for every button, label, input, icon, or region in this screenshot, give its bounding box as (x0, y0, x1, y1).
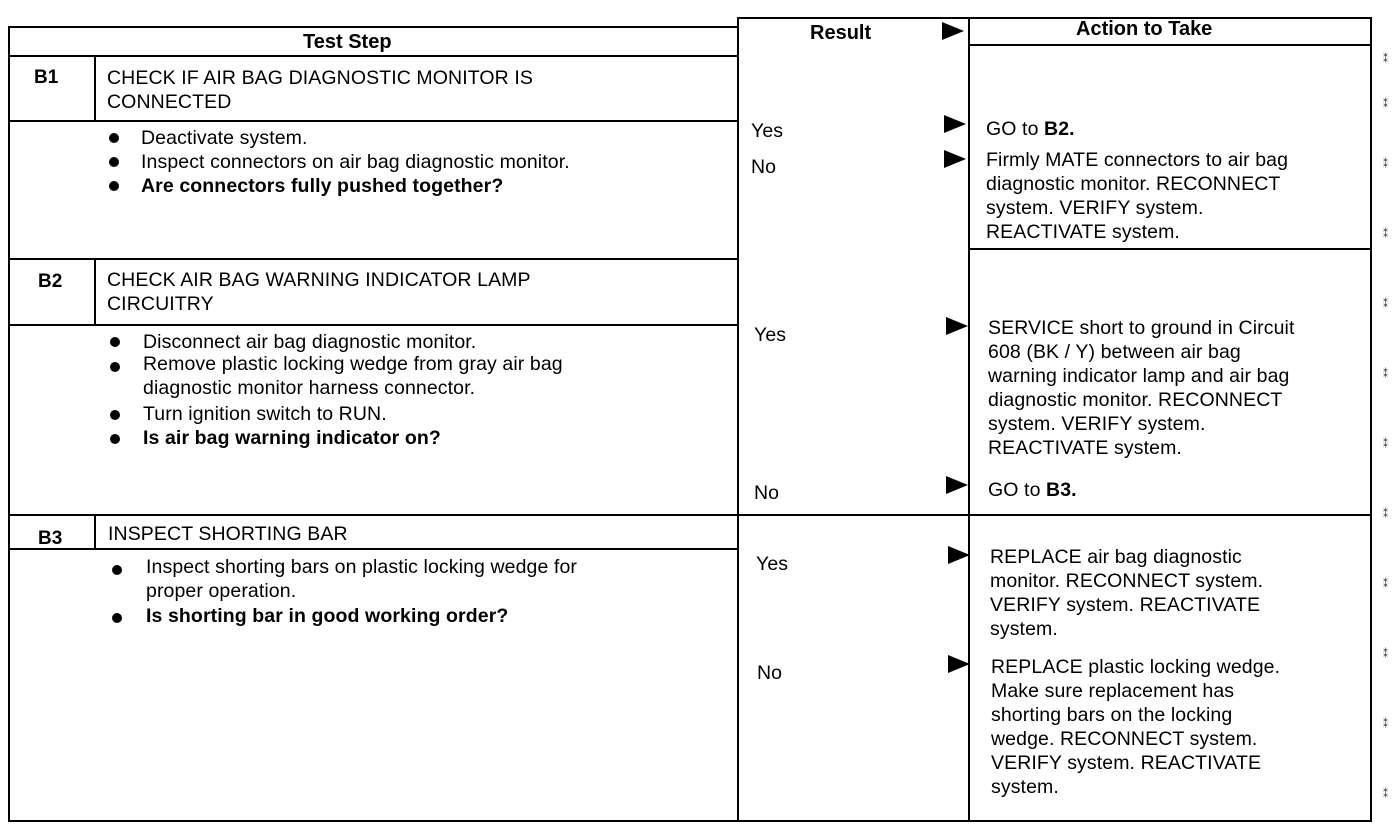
table-right-border (1370, 17, 1372, 822)
b3-action-yes-line1: REPLACE air bag diagnostic (990, 546, 1242, 568)
table-left-border (8, 26, 10, 822)
b2-action-yes-line4: diagnostic monitor. RECONNECT (988, 389, 1283, 411)
step-title-b2-line2: CIRCUITRY (107, 293, 214, 315)
bullet-icon (110, 410, 120, 420)
arrow-icon (948, 655, 970, 673)
b2-item-1: Disconnect air bag diagnostic monitor. (143, 331, 477, 353)
b3-action-yes-line2: monitor. RECONNECT system. (990, 570, 1264, 592)
b2-action-no (988, 478, 1077, 502)
b3-item-1: Inspect shorting bars on plastic locking wedge for (146, 556, 577, 578)
col-divider-result (737, 17, 739, 822)
b2-title-divider (8, 324, 739, 326)
b1-id-divider (94, 55, 96, 122)
step-id-b1: B1 (34, 67, 59, 88)
scan-mark: ⁑ (1383, 159, 1388, 170)
header-divider-right (968, 44, 1372, 46)
arrow-icon (948, 546, 970, 564)
b3-action-no-line6: system. (991, 776, 1059, 798)
b3-id-divider (94, 514, 96, 550)
step-title-b1-line1: CHECK IF AIR BAG DIAGNOSTIC MONITOR IS (107, 67, 533, 89)
b1-item-2: Inspect connectors on air bag diagnostic monitor. (141, 151, 570, 173)
bullet-icon (112, 613, 122, 623)
bullet-icon (109, 133, 119, 143)
header-result: Result (810, 22, 872, 44)
arrow-icon (944, 150, 966, 168)
scan-mark: ⁑ (1383, 649, 1388, 660)
row-divider-b1-b2-action (968, 248, 1372, 250)
b2-action-yes-line6: REACTIVATE system. (988, 437, 1182, 459)
bullet-icon (110, 337, 120, 347)
header-action: Action to Take (1076, 18, 1213, 40)
scan-mark: ⁑ (1383, 229, 1388, 240)
b2-id-divider (94, 258, 96, 326)
step-id-b3: B3 (38, 528, 63, 549)
b2-item-4: Is air bag warning indicator on? (143, 427, 441, 449)
b2-action-yes-line2: 608 (BK / Y) between air bag (988, 341, 1241, 363)
b1-action-no (986, 148, 1288, 244)
b3-action-no-line4: wedge. RECONNECT system. (991, 728, 1258, 750)
scan-mark: ⁑ (1383, 54, 1388, 65)
step-title-b2-line1: CHECK AIR BAG WARNING INDICATOR LAMP (107, 269, 531, 291)
arrow-icon (946, 476, 968, 494)
step-id-b2: B2 (38, 271, 63, 292)
b1-result-no: No (751, 156, 777, 178)
b3-result-no: No (757, 662, 783, 684)
arrow-icon (944, 115, 966, 133)
b2-item-2: Remove plastic locking wedge from gray air bag (143, 353, 563, 375)
b3-action-no-line5: VERIFY system. REACTIVATE (991, 752, 1262, 774)
b3-action-no-line1: REPLACE plastic locking wedge. (991, 656, 1281, 678)
b1-action-yes (986, 117, 1075, 141)
step-title-b3: INSPECT SHORTING BAR (108, 523, 348, 545)
b2-action-yes (988, 316, 1295, 460)
b3-action-yes (990, 545, 1263, 641)
b1-action-yes-text: GO to (986, 118, 1045, 140)
arrow-icon (946, 317, 968, 335)
b1-title-divider (8, 120, 739, 122)
b2-item-3: Turn ignition switch to RUN. (143, 403, 387, 425)
row-divider-b1-b2 (8, 258, 739, 260)
b2-action-yes-line3: warning indicator lamp and air bag (988, 365, 1290, 387)
header-arrow-icon (942, 22, 964, 40)
header-test-step: Test Step (303, 31, 392, 53)
scan-mark: ⁑ (1383, 719, 1388, 730)
scan-mark: ⁑ (1383, 369, 1388, 380)
row-divider-b2-b3 (8, 514, 1372, 516)
scan-mark: ⁑ (1383, 99, 1388, 110)
step-title-b1 (107, 66, 533, 114)
bullet-icon (110, 434, 120, 444)
b1-action-no-line3: system. VERIFY system. (986, 197, 1204, 219)
bullet-icon (110, 362, 120, 372)
b3-title-divider (8, 548, 739, 550)
scan-mark: ⁑ (1383, 789, 1388, 800)
b3-action-no (991, 655, 1280, 799)
b2-action-no-text: GO to (988, 479, 1047, 501)
b1-action-yes-ref: B2. (1044, 118, 1075, 140)
scan-mark: ⁑ (1383, 579, 1388, 590)
b1-action-no-line1: Firmly MATE connectors to air bag (986, 149, 1289, 171)
b2-item-2-cont: diagnostic monitor harness connector. (143, 377, 476, 399)
b3-action-yes-line3: VERIFY system. REACTIVATE (990, 594, 1261, 616)
b1-result-yes: Yes (751, 120, 784, 142)
scan-mark: ⁑ (1383, 299, 1388, 310)
bullet-icon (109, 157, 119, 167)
b1-action-no-line2: diagnostic monitor. RECONNECT (986, 173, 1281, 195)
table-top-border (8, 26, 739, 28)
b2-result-yes: Yes (754, 324, 787, 346)
bullet-icon (109, 181, 119, 191)
b2-result-no: No (754, 482, 780, 504)
b3-action-no-line2: Make sure replacement has (991, 680, 1235, 702)
bullet-icon (112, 565, 122, 575)
col-divider-action (968, 17, 970, 822)
step-title-b1-line2: CONNECTED (107, 91, 232, 113)
b2-action-yes-line1: SERVICE short to ground in Circuit (988, 317, 1295, 339)
table-bottom-border (8, 820, 1372, 822)
b3-result-yes: Yes (756, 553, 789, 575)
b1-action-no-line4: REACTIVATE system. (986, 221, 1180, 243)
b1-item-3: Are connectors fully pushed together? (141, 175, 504, 197)
step-title-b2 (107, 268, 531, 316)
b3-action-no-line3: shorting bars on the locking (991, 704, 1233, 726)
table-top-border-right (737, 17, 1371, 19)
b3-action-yes-line4: system. (990, 618, 1058, 640)
b2-action-no-ref: B3. (1046, 479, 1077, 501)
b2-action-yes-line5: system. VERIFY system. (988, 413, 1206, 435)
scan-mark: ⁑ (1383, 439, 1388, 450)
b3-item-1-cont: proper operation. (146, 580, 297, 602)
scan-mark: ⁑ (1383, 509, 1388, 520)
b1-item-1: Deactivate system. (141, 127, 308, 149)
header-divider-left (8, 55, 739, 57)
b3-item-2: Is shorting bar in good working order? (146, 605, 509, 627)
